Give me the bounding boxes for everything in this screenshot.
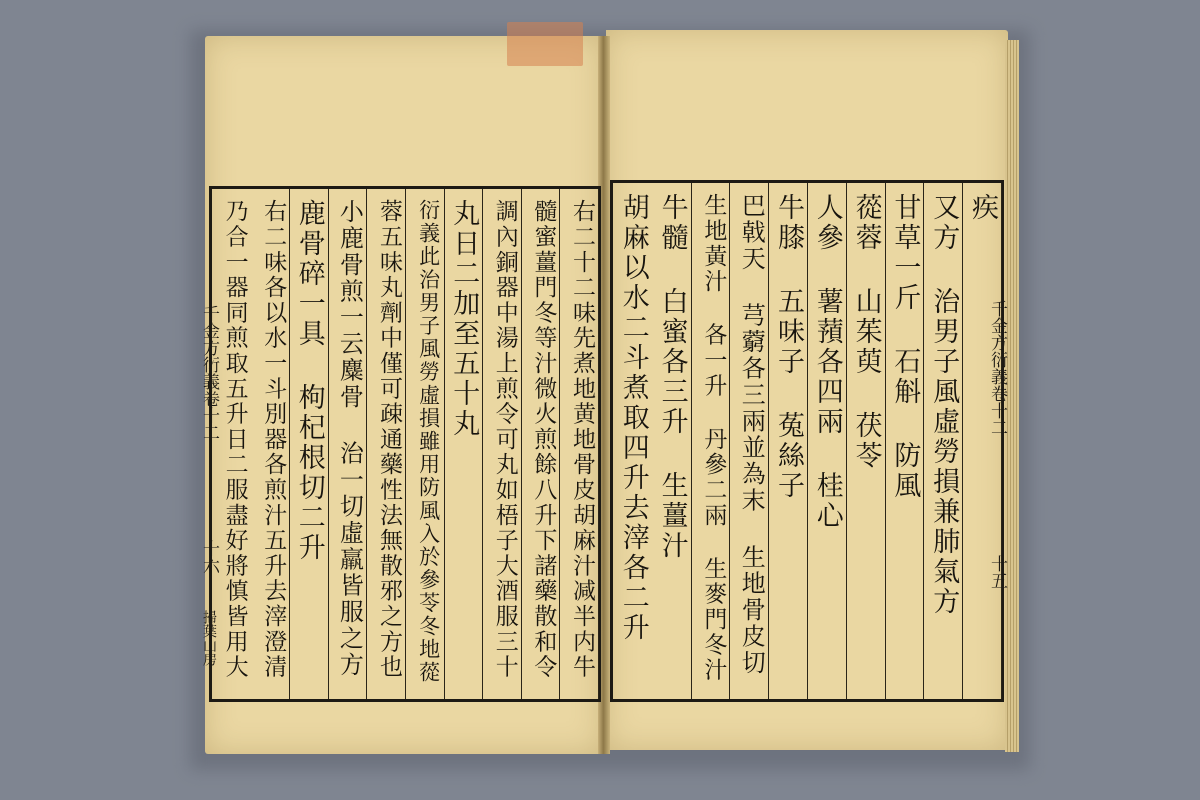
text-column <box>652 183 692 699</box>
text-column <box>923 183 963 699</box>
text-column <box>962 183 1002 699</box>
left-margin-title: 千金方衍義卷十二 <box>199 305 219 441</box>
column-text: 牛髓 白蜜各三升 生薑汁 <box>656 193 688 561</box>
column-text: 生地黃汁 各一升 丹參二兩 生麥門冬汁 <box>700 193 727 683</box>
column-text: 牛膝 五味子 菟絲子 <box>772 193 804 501</box>
right-margin-title: 千金方衍義卷十二 <box>987 300 1007 436</box>
left-text-frame <box>209 186 601 702</box>
column-text: 丸日二加至五十丸 <box>448 199 480 439</box>
right-text-frame <box>610 180 1004 702</box>
column-text: 疾 <box>966 193 998 223</box>
text-column <box>559 189 599 699</box>
column-text: 又方 治男子風虛勞損兼肺氣方 <box>928 193 960 617</box>
text-column <box>405 189 445 699</box>
column-text: 蓉五味丸劑中僅可疎通藥性法無散邪之方也 <box>375 199 402 680</box>
text-column <box>807 183 847 699</box>
column-text: 小鹿骨煎一云麋骨 治一切虛羸皆服之方 <box>335 199 364 679</box>
column-text: 右二十二味先煮地黄地骨皮胡麻汁减半内牛 <box>568 199 595 680</box>
column-text: 髓蜜薑門冬等汁微火煎餘八升下諸藥散和令 <box>530 199 557 680</box>
column-text: 蓯蓉 山茱萸 茯苓 <box>850 193 882 471</box>
text-column <box>846 183 886 699</box>
column-text: 胡麻以水二斗煮取四升去滓各二升 <box>617 193 649 643</box>
text-column <box>366 189 406 699</box>
text-column <box>729 183 769 699</box>
text-column <box>521 189 561 699</box>
column-text: 鹿骨碎一具 枸杞根切二升 <box>293 199 325 563</box>
column-text: 乃合一器同煎取五升日二服盡好將慎皆用大 <box>221 199 248 680</box>
column-text: 右二味各以水一斗別器各煎汁五升去滓澄清 <box>260 199 287 680</box>
column-text: 調內銅器中湯上煎令可丸如梧子大酒服三十 <box>491 199 518 680</box>
text-column <box>768 183 808 699</box>
text-column <box>328 189 368 699</box>
text-column <box>251 189 291 699</box>
column-text: 甘草一斤 石斛 防風 <box>889 193 921 501</box>
library-seal <box>507 22 583 66</box>
right-margin-page-number: 十五 <box>987 555 1007 589</box>
text-column <box>444 189 484 699</box>
text-column <box>885 183 925 699</box>
column-text: 人參 薯蕷各四兩 桂心 <box>811 193 843 531</box>
left-margin-page-number: 十六 <box>199 540 219 574</box>
column-text: 巴戟天 芎藭各三兩並為末 生地骨皮切 <box>737 193 766 677</box>
text-column <box>613 183 652 699</box>
text-column <box>691 183 731 699</box>
text-column <box>482 189 522 699</box>
text-column <box>289 189 329 699</box>
publisher-mark: 掃葉山房 <box>201 610 217 666</box>
column-text: 衍義此治男子風勞虛損雖用防風入於參苓冬地蓯 <box>416 199 441 685</box>
